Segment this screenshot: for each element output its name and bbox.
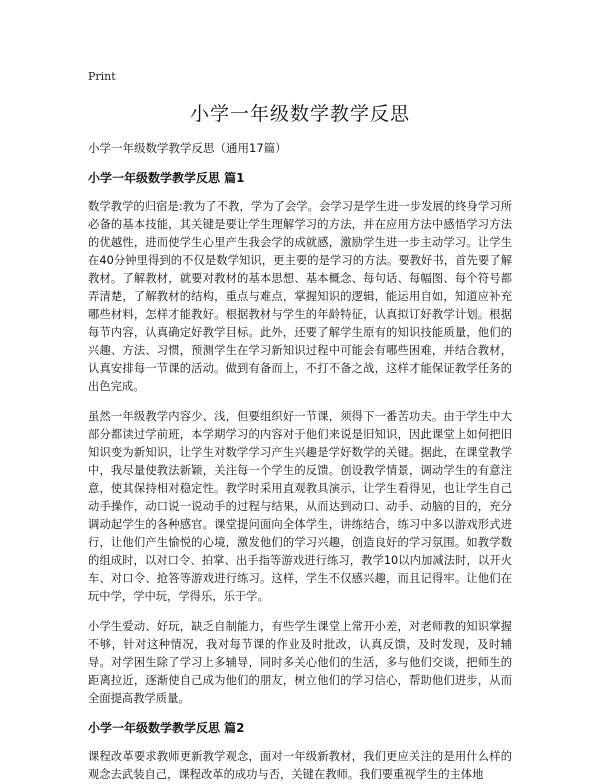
document-title: 小学一年级数学教学反思 [189, 103, 410, 125]
section-1 [88, 170, 512, 708]
paragraph: 虽然一年级教学内容少、浅，但要组织好一节课，须得下一番苦功夫。由于学生中大部分都读过学前班，本学期学习的内容对于他们来说是旧知识，因此课堂上如何把旧知识变为新知识，让学生对数学学习产生兴趣是学好数学的关键。据此，在课堂教学中，我尽量使教法新颖，关注每一个学生的反馈。创设教学情景，调动学生的有意注意，使其保持相对稳定性。教学时采用直观教具演示，让学生看得见，也让学生自己动手操作，动口说一说动手的过程与结果，从而达到动口、动手、动脑的目的，充分调动起学生的各种感官。课堂提问面向全体学生，讲练结合，练习中多以游戏形式进行，让他们产生愉悦的心境，激发他们的学习兴趣，创造良好的学习氛围。如教学数的组成时，以对口令、拍掌、出手指等游戏进行练习，教学10以内加减法时，以开火车、对口令、抢答等游戏进行练习。这样，学生不仅感兴趣，而且记得牢。让他们在玩中学，学中玩，学得乐，乐于学。 [88, 410, 512, 603]
section-2 [88, 720, 512, 784]
document-subtitle: 小学一年级数学教学反思（通用17篇） [88, 141, 287, 155]
paragraph: 数学教学的归宿是:教为了不教，学为了会学。会学习是学生进一步发展的终身学习所必备的基本技能，其关键是要让学生理解学习的方法，并在应用方法中感悟学习方法的优越性，进而使学生心里产生我会学的成就感，激励学生进一步主动学习。让学生在40分钟里得到的不仅是数学知识，更主要的是学习的方法。要教好书，首先要了解教材。了解教材，就要对教材的基本思想、基本概念、每句话、每幅图、每个符号都弄清楚，了解教材的结构，重点与难点，掌握知识的逻辑，能运用自如，知道应补充哪些材料，怎样才能教好。根据教材与学生的年龄特征，认真拟订好教学计划。根据每节内容，认真确定好教学目标。此外，还要了解学生原有的知识技能质量，他们的兴趣、方法、习惯，预测学生在学习新知识过程中可能会有哪些困难，并结合教材，认真安排每一节课的活动。做到有备而上，不打不备之战，这样才能保证教学任务的出色完成。 [88, 200, 512, 393]
paragraph: 小学生爱动、好玩，缺乏自制能力，有些学生课堂上常开小差，对老师教的知识掌握不够，针对这种情况，我对每节课的作业及时批改，认真反馈，及时发现，及时辅导。对学困生除了学习上多辅导，同时多关心他们的生活，多与他们交谈，把师生的距离拉近，逐渐使自己成为他们的朋友，树立他们的学习信心，帮助他们进步，从而全面提高教学质量。 [88, 620, 512, 705]
print-link[interactable]: Print [88, 70, 116, 83]
paragraph: 课程改革要求教师更新教学观念，面对一年级新教材，我们更应关注的是用什么样的观念去武装自己，课程改革的成功与否，关键在教师。我们要重视学生的主体地 [88, 750, 512, 781]
section-heading: 小学一年级数学教学反思 篇2 [88, 721, 245, 735]
section-heading: 小学一年级数学教学反思 篇1 [88, 171, 245, 185]
